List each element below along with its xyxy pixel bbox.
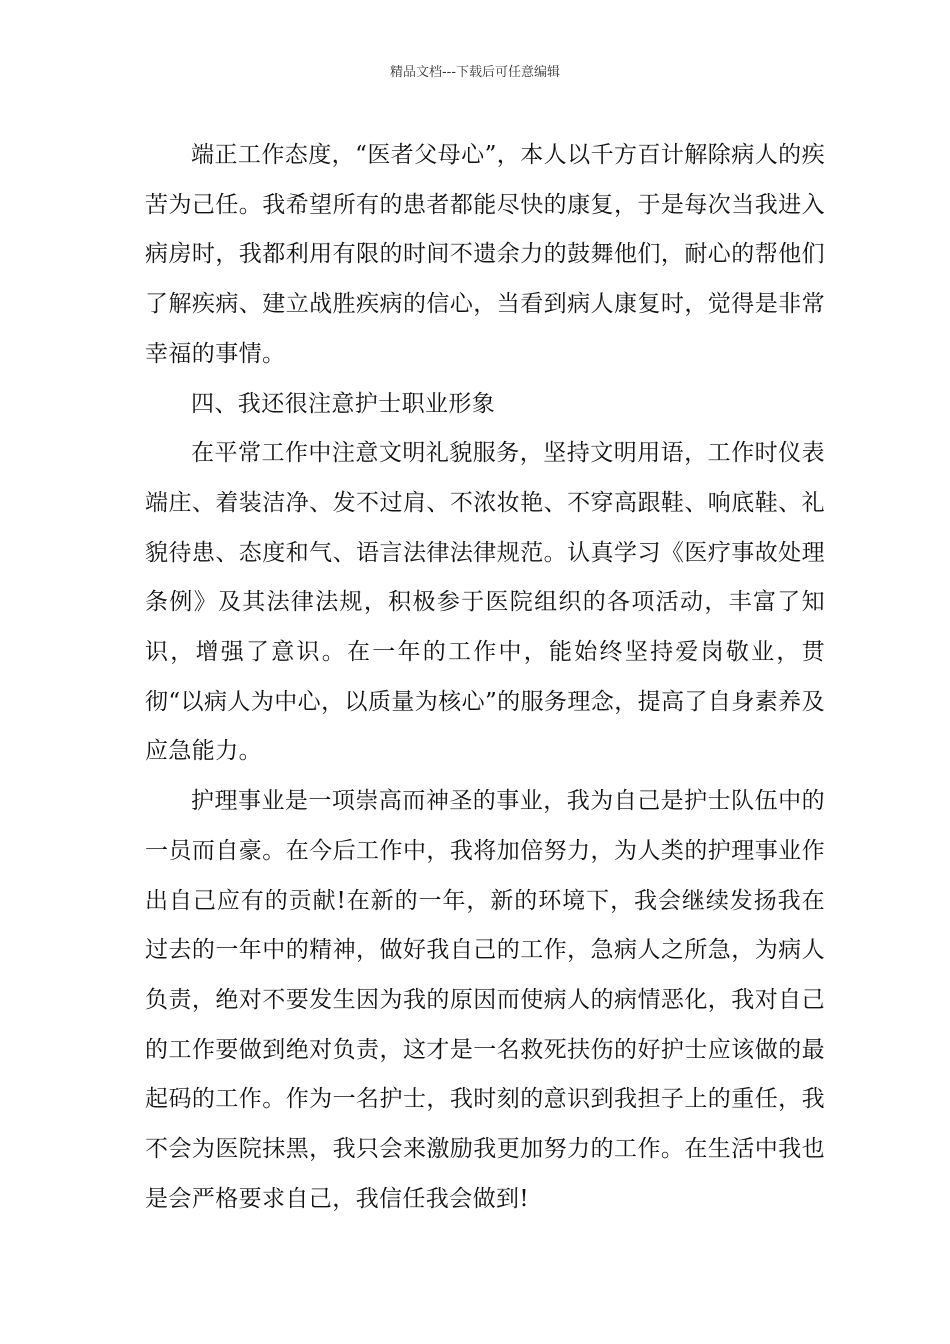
paragraph-conclusion: 护理事业是一项崇高而神圣的事业，我为自己是护士队伍中的一员而自豪。在今后工作中，我将加倍努力，为人类的护理事业作出自己应有的贡献!在新的一年，新的环境下，我会继续发扬我在过去的一年中的精神，做好我自己的工作，急病人之所急，为病人负责，绝对不要发生因为我的原因而使病人的病情恶化，我对自己的工作要做到绝对负责，这才是一名救死扶伤的好护士应该做的最起码的工作。作为一名护士，我时刻的意识到我担子上的重任，我不会为医院抹黑，我只会来激励我更加努力的工作。在生活中我也是会严格要求自己，我信任我会做到! [145,788,825,1212]
paragraph-etiquette: 在平常工作中注意文明礼貌服务，坚持文明用语，工作时仪表端庄、着装洁净、发不过肩、不浓妆艳、不穿高跟鞋、响底鞋、礼貌待患、态度和气、语言法律法律规范。认真学习《医疗事故处理条例》及其法律法规，积极参于医院组织的各项活动，丰富了知识，增强了意识。在一年的工作中，能始终坚持爱岗敬业，贯彻“以病人为中心，以质量为核心”的服务理念，提高了自身素养及应急能力。 [145,440,825,765]
page-header: 精品文档---下载后可任意编辑 [389,65,561,80]
paragraph-attitude: 端正工作态度，“医者父母心”，本人以千方百计解除病人的疾苦为己任。我希望所有的患者都能尽快的康复，于是每次当我进入病房时，我都利用有限的时间不遗余力的鼓舞他们，耐心的帮他们了解疾病、建立战胜疾病的信心，当看到病人康复时，觉得是非常幸福的事情。 [145,142,825,367]
section-heading-image: 四、我还很注意护士职业形象 [191,390,496,417]
document-body [145,131,825,1224]
